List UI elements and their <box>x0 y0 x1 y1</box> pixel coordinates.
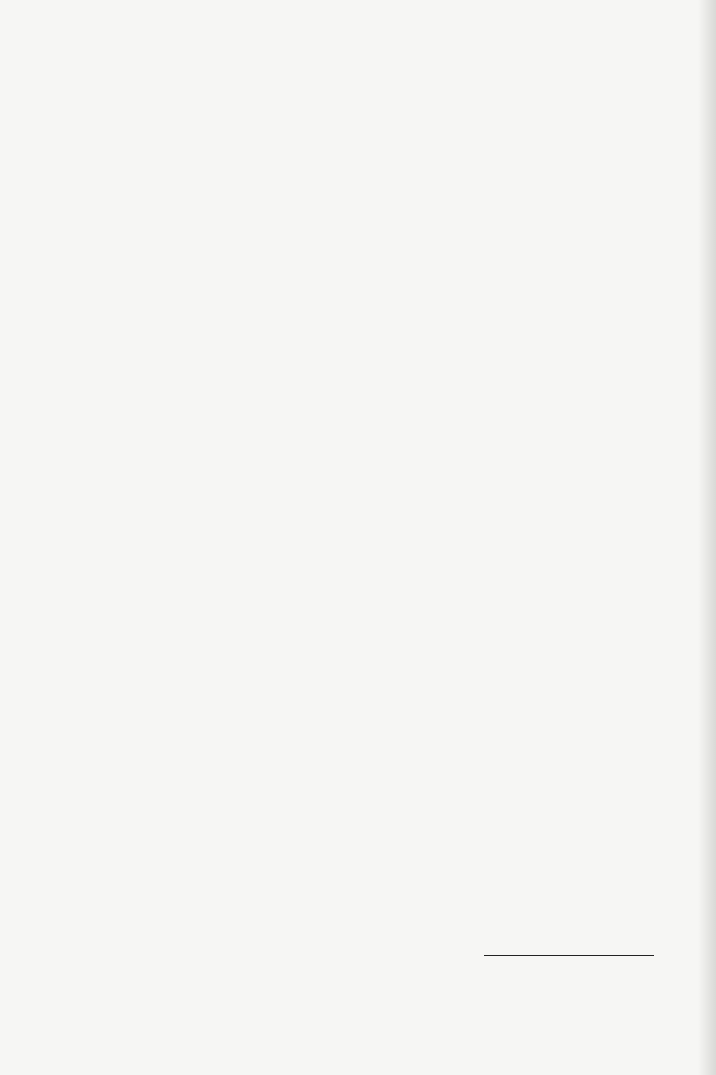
text-line <box>62 484 654 519</box>
paragraph-1 <box>62 56 654 408</box>
text-line <box>62 232 654 267</box>
text-line <box>62 162 654 197</box>
text-line <box>62 91 654 126</box>
text-line <box>62 774 654 809</box>
paragraph-2 <box>62 414 654 625</box>
text-line <box>62 923 654 958</box>
text-line <box>62 704 654 739</box>
text-line <box>62 590 654 625</box>
text-line <box>62 668 654 703</box>
text-line <box>62 809 654 844</box>
text-line <box>62 844 654 879</box>
text-line <box>62 126 654 161</box>
text-line <box>62 880 654 915</box>
text-line <box>62 56 654 91</box>
text-line <box>62 520 654 555</box>
paragraph-3 <box>62 633 654 915</box>
text-line <box>62 197 654 232</box>
text-line <box>62 739 654 774</box>
text-line <box>62 373 654 408</box>
text-line <box>62 338 654 373</box>
text-line <box>62 302 654 337</box>
text-line <box>62 633 654 668</box>
text-line <box>62 958 654 993</box>
text-line <box>62 449 654 484</box>
page-edge-shadow <box>698 0 716 1075</box>
text-line <box>62 267 654 302</box>
text-line <box>62 555 654 590</box>
paragraph-4 <box>62 923 654 993</box>
footnote-divider <box>484 955 654 956</box>
text-line <box>62 414 654 449</box>
